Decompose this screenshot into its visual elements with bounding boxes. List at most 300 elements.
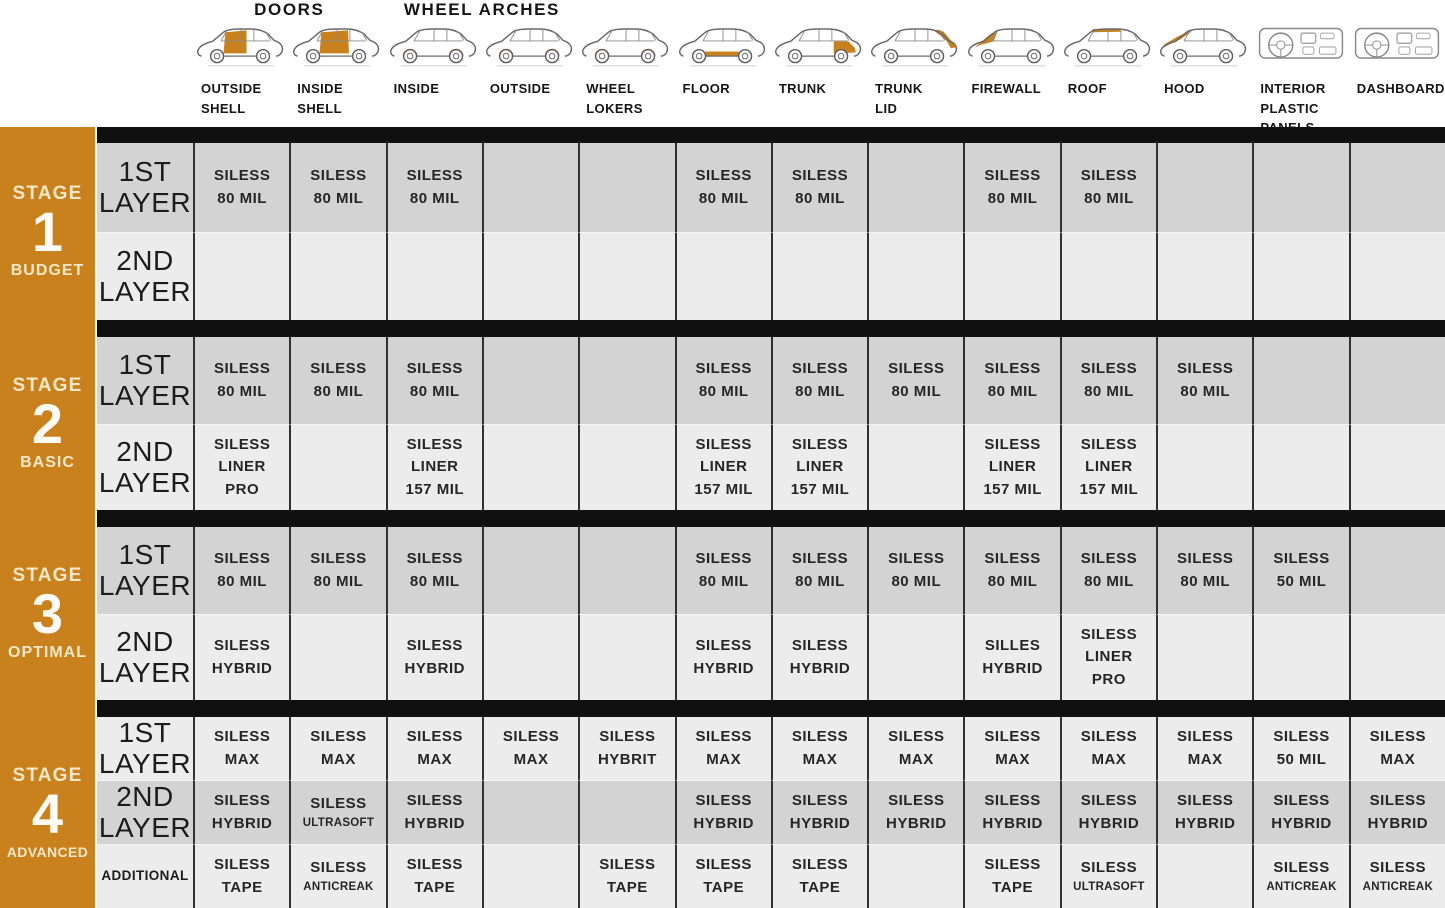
table-cell (289, 232, 385, 320)
table-cell (1060, 143, 1156, 232)
column-header-label-line: TRUNK (778, 81, 827, 96)
table-cell (386, 614, 482, 700)
product-name-line: MAX (417, 750, 453, 768)
table-cell (193, 143, 289, 232)
column-header (963, 21, 1059, 138)
product-name-line: SILESS (1273, 728, 1330, 745)
product-name-line: HYBRID (211, 814, 273, 832)
row-label-line: 1ST (118, 717, 172, 749)
product-name-line: 50 MIL (1276, 750, 1327, 768)
product-name-line: SILESS (406, 435, 463, 453)
product-name-line: SILESS (695, 637, 752, 654)
column-header-label (675, 79, 771, 99)
product-name-line: HYBRID (211, 659, 273, 677)
table-cell (1252, 337, 1348, 424)
stage-word: STAGE (12, 183, 83, 205)
product-name-line: HYBRIT (597, 750, 657, 768)
stage-4-badge (0, 717, 95, 908)
product-name-line: SILESS (1080, 728, 1138, 745)
product-name-line: PRO (225, 480, 260, 498)
product-name-line: HYBRID (982, 814, 1043, 832)
table-cell (578, 717, 674, 780)
product-name-line: SILESS (1080, 550, 1138, 567)
row-label (97, 527, 193, 614)
product-name-line: SILESS (213, 856, 271, 873)
table-cell (867, 527, 963, 614)
column-header (1252, 21, 1348, 138)
column-header-label-line: FIREWALL (971, 81, 1042, 96)
product-name-line: MAX (224, 750, 260, 768)
product-name-line: 80 MIL (1084, 189, 1134, 207)
column-header-label-line: OUTSIDE (201, 81, 262, 96)
table-cell (386, 780, 482, 844)
column-header (193, 21, 289, 138)
table-cell (289, 614, 385, 700)
row-label (97, 424, 193, 510)
column-header (482, 21, 578, 138)
table-cell (675, 717, 771, 780)
stage-tier-label: OPTIMAL (8, 643, 87, 661)
product-name-line: SILESS (1177, 550, 1234, 567)
product-name-line: MAX (1091, 750, 1127, 768)
product-name-line: SILLES (984, 637, 1041, 654)
column-header-label-line: OUTSIDE (489, 81, 551, 96)
table-cell (482, 424, 578, 510)
table-cell (675, 614, 771, 700)
product-name-line: 80 MIL (891, 382, 942, 400)
table-cell (1156, 424, 1252, 510)
table-cell (1060, 527, 1156, 614)
product-name-line: LINER (411, 458, 459, 476)
product-name-line: HYBRID (1174, 814, 1236, 832)
product-name-line: ULTRASOFT (302, 817, 375, 830)
stage-3-grid (97, 527, 1445, 700)
column-header (386, 21, 482, 138)
stage-divider-bar (97, 320, 1445, 337)
product-name-line: SILESS (888, 792, 945, 809)
product-name-line: 157 MIL (405, 480, 465, 498)
product-name-line: MAX (513, 750, 549, 768)
product-name-line: SILESS (791, 856, 849, 873)
stage-1-grid (97, 143, 1445, 320)
product-name-line: SILESS (406, 728, 463, 745)
table-cell (578, 844, 674, 908)
product-name-line: SILESS (310, 794, 367, 812)
table-cell (193, 844, 289, 908)
table-cell (867, 337, 963, 424)
product-name-line: SILESS (213, 550, 271, 567)
product-name-line: 157 MIL (983, 480, 1042, 498)
table-cell (963, 780, 1059, 844)
dashboard-panel-icon (1252, 22, 1348, 70)
product-name-line: SILESS (888, 360, 945, 377)
product-name-line: 80 MIL (891, 572, 942, 590)
product-name-line: MAX (802, 750, 838, 768)
table-cell (193, 337, 289, 424)
product-name-line: 157 MIL (1079, 480, 1139, 498)
row-label-line: LAYER (98, 811, 192, 843)
column-header-label-line: INSIDE (297, 81, 344, 96)
table-cell (1060, 717, 1156, 780)
stage-1-badge (0, 143, 95, 320)
table-cell (578, 424, 674, 510)
table-cell (771, 424, 867, 510)
table-cell (1349, 143, 1445, 232)
table-cell (1156, 844, 1252, 908)
product-name-line: ULTRASOFT (1073, 881, 1145, 894)
table-cell (1156, 232, 1252, 320)
column-header-label (1060, 79, 1156, 99)
car-hood-icon (1156, 22, 1252, 70)
product-name-line: LINER (1085, 458, 1133, 476)
product-name-line: HYBRID (1367, 814, 1429, 832)
column-header-label-line: TRUNK (875, 81, 923, 96)
product-name-line: MAX (321, 750, 356, 768)
table-cell (1060, 780, 1156, 844)
product-name-line: SILESS (406, 637, 463, 654)
stage-word: STAGE (12, 765, 83, 787)
table-cell (867, 844, 963, 908)
product-name-line: 80 MIL (217, 572, 267, 590)
table-cell (867, 143, 963, 232)
product-name-line: SILESS (406, 167, 463, 184)
table-cell (1349, 780, 1445, 844)
product-name-line: SILESS (1177, 728, 1234, 745)
product-name-line: SILESS (984, 728, 1041, 745)
stage-number: 4 (31, 782, 64, 846)
car-floor-icon (675, 22, 771, 70)
column-header-label (386, 79, 482, 99)
table-cell (675, 424, 771, 510)
car-firewall-icon (963, 22, 1059, 70)
table-cell (771, 143, 867, 232)
product-name-line: MAX (1187, 750, 1223, 768)
table-cell (675, 780, 771, 844)
table-cell (289, 143, 385, 232)
table-cell (1349, 527, 1445, 614)
product-name-line: SILESS (791, 167, 849, 184)
product-name-line: SILESS (695, 792, 752, 809)
table-cell (867, 424, 963, 510)
table-cell (771, 232, 867, 320)
row-label (97, 614, 193, 700)
stage-number: 1 (31, 200, 64, 264)
stage-tier-label: BASIC (20, 453, 75, 471)
product-name-line: SILESS (1080, 360, 1138, 377)
table-cell (963, 844, 1059, 908)
row-label-line: 2ND (116, 245, 174, 277)
product-name-line: HYBRID (1078, 814, 1140, 832)
product-name-line: SILESS (1177, 792, 1234, 809)
column-header-area (193, 0, 1445, 127)
product-name-line: SILESS (1369, 858, 1427, 876)
product-name-line: 80 MIL (217, 189, 267, 207)
stage-sidebar (0, 127, 95, 908)
product-name-line: SILESS (791, 435, 849, 453)
row-label-line: LAYER (98, 656, 192, 688)
product-name-line: SILESS (695, 728, 752, 745)
product-name-line: SILESS (791, 360, 849, 377)
product-name-line: TAPE (414, 878, 456, 896)
table-cell (771, 717, 867, 780)
product-name-line: HYBRID (789, 814, 851, 832)
product-name-line: TAPE (606, 878, 648, 896)
table-cell (386, 527, 482, 614)
table-cell (675, 232, 771, 320)
column-header-label (1349, 79, 1445, 99)
table-cell (578, 143, 674, 232)
table-cell (578, 232, 674, 320)
product-name-line: SILESS (310, 167, 367, 184)
table-cell (675, 844, 771, 908)
product-name-line: ANTICREAK (1266, 881, 1337, 894)
car-wheel-arch-icon (578, 22, 674, 70)
product-name-line: SILESS (1177, 360, 1234, 377)
product-name-line: SILESS (791, 550, 849, 567)
stage-divider-bar (97, 700, 1445, 717)
stage-number: 2 (31, 392, 64, 456)
table-cell (1349, 232, 1445, 320)
table-cell (482, 143, 578, 232)
table-cell (386, 143, 482, 232)
table-cell (963, 337, 1059, 424)
column-header (1156, 21, 1252, 138)
product-name-line: SILESS (695, 435, 752, 453)
table-cell (675, 143, 771, 232)
table-cell (1156, 143, 1252, 232)
row-label-line: LAYER (98, 747, 192, 779)
product-name-line: HYBRID (1271, 814, 1332, 832)
table-cell (771, 844, 867, 908)
table-cell (482, 232, 578, 320)
table-cell (771, 527, 867, 614)
table-cell (1252, 844, 1348, 908)
product-name-line: 157 MIL (790, 480, 850, 498)
car-wheel-arch-icon (386, 22, 482, 70)
table-cell (867, 780, 963, 844)
table-cell (289, 337, 385, 424)
product-name-line: TAPE (221, 878, 263, 896)
car-door-outside-icon (193, 22, 289, 70)
product-name-line: 80 MIL (795, 189, 845, 207)
product-name-line: LINER (796, 458, 844, 476)
product-name-line: 80 MIL (409, 572, 460, 590)
stage-word: STAGE (12, 565, 83, 587)
row-label-line: LAYER (98, 186, 192, 218)
product-name-line: TAPE (799, 878, 841, 896)
product-name-line: LINER (1085, 648, 1133, 666)
product-name-line: SILESS (888, 728, 945, 745)
column-header-label-line: INTERIOR (1260, 81, 1326, 96)
product-name-line: 80 MIL (698, 572, 749, 590)
product-name-line: 80 MIL (987, 189, 1038, 207)
stage-2-badge (0, 337, 95, 510)
product-name-line: LINER (988, 458, 1037, 476)
column-header (1060, 21, 1156, 138)
table-cell (386, 424, 482, 510)
table-cell (482, 780, 578, 844)
table-cell (675, 527, 771, 614)
product-name-line: 80 MIL (698, 382, 749, 400)
table-cell (867, 232, 963, 320)
product-name-line: 80 MIL (1180, 572, 1231, 590)
product-name-line: SILESS (1369, 728, 1427, 745)
table-cell (1252, 232, 1348, 320)
table-cell (1060, 614, 1156, 700)
product-name-line: HYBRID (693, 659, 754, 677)
row-label (97, 337, 193, 424)
table-cell (193, 614, 289, 700)
column-header-label-line: HOOD (1164, 81, 1205, 96)
product-name-line: SILESS (984, 167, 1041, 184)
table-cell (1252, 527, 1348, 614)
table-cell (289, 844, 385, 908)
product-name-line: TAPE (992, 878, 1034, 896)
stage-divider-bar (97, 510, 1445, 527)
row-label-line: 1ST (118, 539, 172, 571)
row-label (97, 232, 193, 320)
table-cell (482, 844, 578, 908)
product-name-line: HYBRID (789, 659, 851, 677)
table-cell (1349, 614, 1445, 700)
column-header-label-line: DASHBOARD (1356, 81, 1445, 96)
product-name-line: SILESS (1273, 858, 1330, 876)
product-name-line: SILESS (984, 360, 1041, 377)
product-name-line: 80 MIL (313, 572, 364, 590)
row-label (97, 717, 193, 780)
product-name-line: MAX (898, 750, 934, 768)
table-cell (1349, 717, 1445, 780)
car-trunk-icon (771, 22, 867, 70)
product-name-line: SILESS (310, 360, 367, 377)
product-name-line: ANTICREAK (303, 881, 374, 894)
product-name-line: SILESS (791, 728, 849, 745)
column-header (771, 21, 867, 138)
product-name-line: SILESS (406, 856, 463, 873)
row-label-line: LAYER (98, 379, 192, 411)
product-name-line: HYBRID (404, 659, 466, 677)
product-name-line: SILESS (406, 550, 463, 567)
column-header (289, 21, 385, 138)
table-cell (1060, 844, 1156, 908)
table-cell (289, 780, 385, 844)
product-name-line: SILESS (1080, 858, 1138, 876)
column-header-label-line: LID (875, 100, 898, 116)
product-name-line: SILESS (695, 167, 752, 184)
row-label-line: 1ST (118, 349, 172, 381)
table-cell (386, 232, 482, 320)
product-name-line: MAX (1380, 750, 1416, 768)
stage-tier-label: ADVANCED (6, 843, 89, 860)
product-name-line: SILESS (1273, 550, 1330, 567)
row-label-line: 2ND (116, 626, 174, 658)
product-name-line: SILESS (213, 360, 271, 377)
column-header-label-line: WHEEL (586, 81, 636, 96)
column-header-label (1156, 79, 1252, 99)
product-name-line: SILESS (502, 728, 560, 745)
table-cell (1349, 844, 1445, 908)
product-name-line: SILESS (599, 856, 656, 873)
table-cell (1060, 337, 1156, 424)
table-cell (963, 614, 1059, 700)
product-name-line: LINER (218, 458, 266, 476)
product-name-line: HYBRID (982, 659, 1043, 677)
product-name-line: SILESS (984, 435, 1041, 453)
row-label-line: LAYER (98, 569, 192, 601)
column-header (867, 21, 963, 138)
table-cell (386, 337, 482, 424)
table-cell (578, 337, 674, 424)
car-wheel-arch-icon (482, 22, 578, 70)
column-header-label-line: INSIDE (393, 81, 440, 96)
product-name-line: SILESS (888, 550, 945, 567)
table-cell (386, 717, 482, 780)
column-header-label-line: ROOF (1067, 81, 1107, 96)
stage-tier-label: BUDGET (10, 261, 85, 279)
table-cell (963, 717, 1059, 780)
column-header-label (963, 79, 1059, 99)
row-label (97, 844, 193, 908)
product-name-line: SILESS (406, 792, 463, 809)
column-header-label-line: FLOOR (682, 81, 731, 96)
column-header-label (289, 79, 385, 118)
product-name-line: HYBRID (886, 814, 947, 832)
row-label-line: 2ND (116, 436, 174, 468)
table-cell (771, 780, 867, 844)
stage-3-badge (0, 527, 95, 700)
product-name-line: TAPE (703, 878, 745, 896)
table-cell (1156, 527, 1252, 614)
column-header (675, 21, 771, 138)
table-cell (578, 614, 674, 700)
stage-number: 3 (31, 582, 64, 646)
product-name-line: SILESS (310, 550, 367, 567)
product-name-line: 80 MIL (313, 382, 364, 400)
product-name-line: 157 MIL (694, 480, 753, 498)
product-name-line: SILESS (1080, 435, 1138, 453)
product-name-line: SILESS (1080, 792, 1138, 809)
column-group-label: DOORS (254, 0, 325, 19)
stage-divider-bar (97, 127, 1445, 143)
product-name-line: SILESS (213, 637, 271, 654)
table-cell (1252, 780, 1348, 844)
product-name-line: SILESS (213, 792, 271, 809)
table-cell (1252, 717, 1348, 780)
column-header-label (771, 79, 867, 99)
table-cell (771, 337, 867, 424)
product-name-line: SILESS (791, 637, 849, 654)
table-cell (1060, 424, 1156, 510)
product-name-line: 80 MIL (1084, 382, 1134, 400)
product-name-line: ANTICREAK (1362, 881, 1434, 894)
column-header-label-line: SHELL (201, 100, 246, 116)
table-cell (482, 614, 578, 700)
product-name-line: 80 MIL (409, 189, 460, 207)
product-name-line: SILESS (695, 856, 752, 873)
column-header-label-line: LOKERS (586, 100, 643, 116)
row-label (97, 143, 193, 232)
table-cell (963, 424, 1059, 510)
product-name-line: SILESS (310, 728, 367, 745)
table-cell (1060, 232, 1156, 320)
product-name-line: SILESS (1080, 167, 1138, 184)
table-cell (193, 527, 289, 614)
column-header (1349, 21, 1445, 138)
table-cell (482, 527, 578, 614)
product-name-line: HYBRID (404, 814, 466, 832)
table-cell (1156, 780, 1252, 844)
table-cell (867, 717, 963, 780)
